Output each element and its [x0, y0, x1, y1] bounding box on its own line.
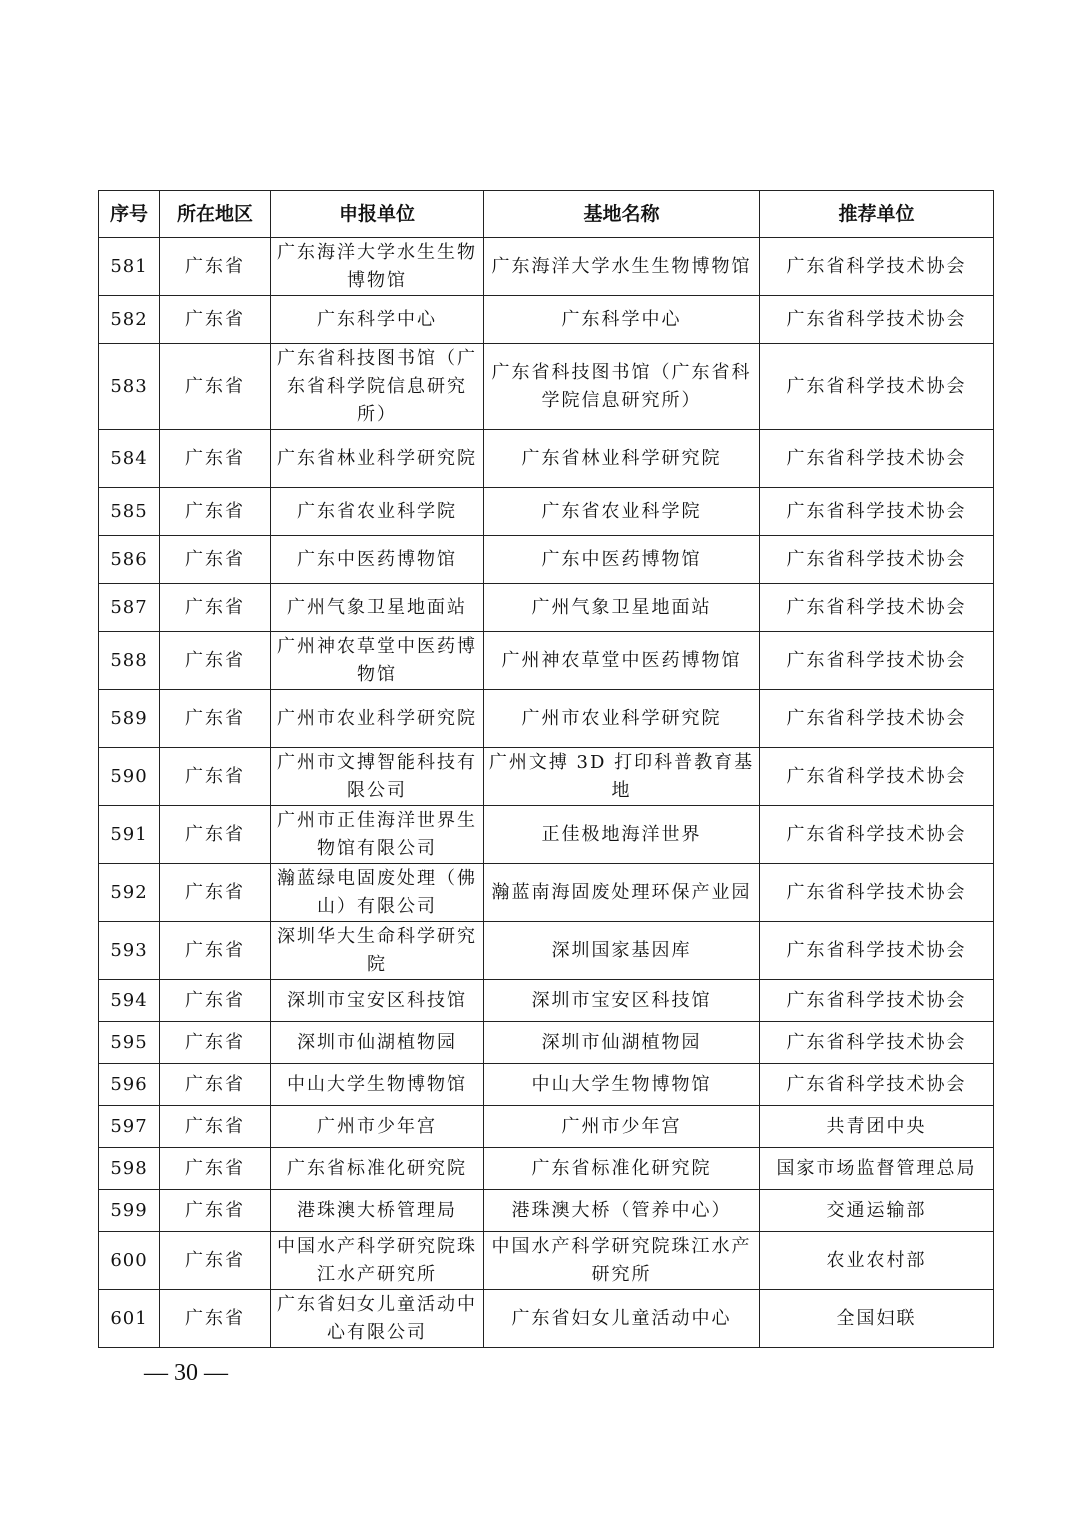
cell-applicant: 广州神农草堂中医药博物馆 — [271, 632, 484, 690]
cell-base-name: 中山大学生物博物馆 — [484, 1064, 760, 1106]
cell-recommender: 共青团中央 — [760, 1106, 994, 1148]
cell-region: 广东省 — [160, 806, 271, 864]
table-row — [99, 584, 994, 632]
cell-index: 585 — [99, 488, 160, 536]
cell-applicant: 深圳华大生命科学研究院 — [271, 922, 484, 980]
table-row — [99, 344, 994, 430]
table-row — [99, 430, 994, 488]
cell-region: 广东省 — [160, 536, 271, 584]
header-applicant: 申报单位 — [271, 191, 484, 238]
cell-recommender: 国家市场监督管理总局 — [760, 1148, 994, 1190]
cell-index: 601 — [99, 1290, 160, 1348]
cell-index: 584 — [99, 430, 160, 488]
cell-applicant: 深圳市宝安区科技馆 — [271, 980, 484, 1022]
table-row — [99, 296, 994, 344]
table-row — [99, 806, 994, 864]
cell-recommender: 广东省科学技术协会 — [760, 922, 994, 980]
header-region: 所在地区 — [160, 191, 271, 238]
cell-recommender: 交通运输部 — [760, 1190, 994, 1232]
table-row — [99, 536, 994, 584]
cell-index: 588 — [99, 632, 160, 690]
cell-applicant: 广州市少年宫 — [271, 1106, 484, 1148]
cell-region: 广东省 — [160, 430, 271, 488]
table-row — [99, 1022, 994, 1064]
cell-region: 广东省 — [160, 296, 271, 344]
records-table — [98, 190, 994, 1348]
cell-region: 广东省 — [160, 1106, 271, 1148]
cell-applicant: 广州气象卫星地面站 — [271, 584, 484, 632]
cell-recommender: 广东省科学技术协会 — [760, 806, 994, 864]
cell-region: 广东省 — [160, 344, 271, 430]
cell-applicant: 广东省科技图书馆（广东省科学院信息研究所） — [271, 344, 484, 430]
cell-index: 583 — [99, 344, 160, 430]
cell-applicant: 深圳市仙湖植物园 — [271, 1022, 484, 1064]
cell-base-name: 广州文搏 3D 打印科普教育基地 — [484, 748, 760, 806]
cell-recommender: 农业农村部 — [760, 1232, 994, 1290]
cell-base-name: 广州市农业科学研究院 — [484, 690, 760, 748]
cell-region: 广东省 — [160, 238, 271, 296]
table-row — [99, 488, 994, 536]
cell-region: 广东省 — [160, 864, 271, 922]
cell-index: 596 — [99, 1064, 160, 1106]
cell-region: 广东省 — [160, 922, 271, 980]
cell-index: 582 — [99, 296, 160, 344]
cell-index: 599 — [99, 1190, 160, 1232]
cell-base-name: 深圳国家基因库 — [484, 922, 760, 980]
cell-index: 591 — [99, 806, 160, 864]
cell-index: 589 — [99, 690, 160, 748]
table-row — [99, 1190, 994, 1232]
cell-index: 581 — [99, 238, 160, 296]
cell-region: 广东省 — [160, 980, 271, 1022]
cell-index: 594 — [99, 980, 160, 1022]
cell-index: 600 — [99, 1232, 160, 1290]
cell-index: 590 — [99, 748, 160, 806]
cell-index: 595 — [99, 1022, 160, 1064]
table-row — [99, 690, 994, 748]
cell-applicant: 广东中医药博物馆 — [271, 536, 484, 584]
cell-recommender: 广东省科学技术协会 — [760, 748, 994, 806]
cell-applicant: 广东省农业科学院 — [271, 488, 484, 536]
cell-recommender: 广东省科学技术协会 — [760, 430, 994, 488]
cell-base-name: 广东科学中心 — [484, 296, 760, 344]
cell-base-name: 广州神农草堂中医药博物馆 — [484, 632, 760, 690]
cell-recommender: 广东省科学技术协会 — [760, 488, 994, 536]
table-row — [99, 1290, 994, 1348]
cell-base-name: 港珠澳大桥（管养中心） — [484, 1190, 760, 1232]
cell-recommender: 广东省科学技术协会 — [760, 536, 994, 584]
cell-applicant: 中山大学生物博物馆 — [271, 1064, 484, 1106]
cell-applicant: 广东海洋大学水生生物博物馆 — [271, 238, 484, 296]
cell-region: 广东省 — [160, 1022, 271, 1064]
cell-applicant: 广东科学中心 — [271, 296, 484, 344]
cell-base-name: 正佳极地海洋世界 — [484, 806, 760, 864]
table-row — [99, 238, 994, 296]
cell-applicant: 广东省标准化研究院 — [271, 1148, 484, 1190]
cell-base-name: 广东省标准化研究院 — [484, 1148, 760, 1190]
table-row — [99, 632, 994, 690]
cell-recommender: 广东省科学技术协会 — [760, 632, 994, 690]
cell-region: 广东省 — [160, 1290, 271, 1348]
cell-applicant: 港珠澳大桥管理局 — [271, 1190, 484, 1232]
cell-recommender: 广东省科学技术协会 — [760, 980, 994, 1022]
page-number: — 30 — — [144, 1360, 228, 1386]
cell-index: 593 — [99, 922, 160, 980]
cell-index: 586 — [99, 536, 160, 584]
cell-recommender: 广东省科学技术协会 — [760, 1064, 994, 1106]
header-base-name: 基地名称 — [484, 191, 760, 238]
cell-base-name: 瀚蓝南海固废处理环保产业园 — [484, 864, 760, 922]
table-row — [99, 980, 994, 1022]
cell-region: 广东省 — [160, 748, 271, 806]
table-row — [99, 864, 994, 922]
cell-applicant: 广州市文搏智能科技有限公司 — [271, 748, 484, 806]
cell-base-name: 广东省农业科学院 — [484, 488, 760, 536]
cell-region: 广东省 — [160, 632, 271, 690]
cell-base-name: 中国水产科学研究院珠江水产研究所 — [484, 1232, 760, 1290]
cell-index: 598 — [99, 1148, 160, 1190]
cell-recommender: 广东省科学技术协会 — [760, 296, 994, 344]
cell-recommender: 广东省科学技术协会 — [760, 238, 994, 296]
cell-applicant: 广州市农业科学研究院 — [271, 690, 484, 748]
cell-recommender: 广东省科学技术协会 — [760, 584, 994, 632]
cell-recommender: 广东省科学技术协会 — [760, 1022, 994, 1064]
table-row — [99, 1064, 994, 1106]
cell-base-name: 深圳市宝安区科技馆 — [484, 980, 760, 1022]
cell-base-name: 广东省科技图书馆（广东省科学院信息研究所） — [484, 344, 760, 430]
cell-base-name: 广东省妇女儿童活动中心 — [484, 1290, 760, 1348]
header-recommender: 推荐单位 — [760, 191, 994, 238]
cell-base-name: 广州气象卫星地面站 — [484, 584, 760, 632]
cell-region: 广东省 — [160, 584, 271, 632]
table-header-row — [99, 191, 994, 238]
table-row — [99, 748, 994, 806]
cell-region: 广东省 — [160, 488, 271, 536]
cell-applicant: 中国水产科学研究院珠江水产研究所 — [271, 1232, 484, 1290]
cell-base-name: 深圳市仙湖植物园 — [484, 1022, 760, 1064]
cell-base-name: 广东中医药博物馆 — [484, 536, 760, 584]
table-body — [99, 238, 994, 1348]
cell-recommender: 广东省科学技术协会 — [760, 690, 994, 748]
cell-recommender: 广东省科学技术协会 — [760, 864, 994, 922]
cell-region: 广东省 — [160, 1064, 271, 1106]
cell-base-name: 广东海洋大学水生生物博物馆 — [484, 238, 760, 296]
cell-applicant: 广州市正佳海洋世界生物馆有限公司 — [271, 806, 484, 864]
cell-base-name: 广东省林业科学研究院 — [484, 430, 760, 488]
cell-applicant: 广东省妇女儿童活动中心有限公司 — [271, 1290, 484, 1348]
cell-region: 广东省 — [160, 1190, 271, 1232]
cell-index: 592 — [99, 864, 160, 922]
cell-region: 广东省 — [160, 1148, 271, 1190]
cell-region: 广东省 — [160, 1232, 271, 1290]
cell-recommender: 全国妇联 — [760, 1290, 994, 1348]
cell-index: 597 — [99, 1106, 160, 1148]
table-row — [99, 1232, 994, 1290]
cell-recommender: 广东省科学技术协会 — [760, 344, 994, 430]
cell-applicant: 瀚蓝绿电固废处理（佛山）有限公司 — [271, 864, 484, 922]
cell-base-name: 广州市少年宫 — [484, 1106, 760, 1148]
table-row — [99, 1148, 994, 1190]
table-row — [99, 922, 994, 980]
cell-index: 587 — [99, 584, 160, 632]
header-index: 序号 — [99, 191, 160, 238]
table-row — [99, 1106, 994, 1148]
cell-region: 广东省 — [160, 690, 271, 748]
cell-applicant: 广东省林业科学研究院 — [271, 430, 484, 488]
